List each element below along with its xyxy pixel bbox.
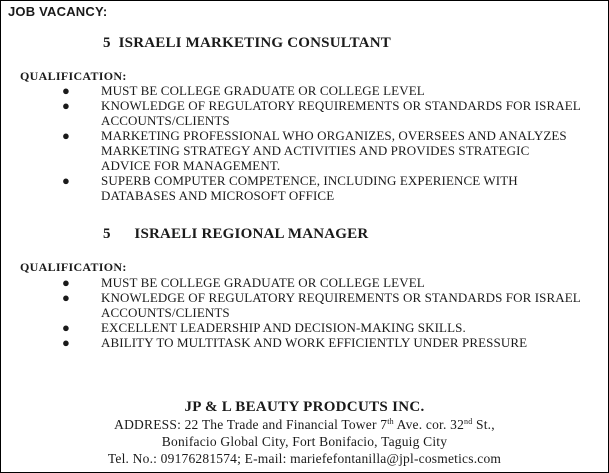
list-item [0, 335, 581, 350]
qualification-text: KNOWLEDGE OF REGULATORY REQUIREMENTS OR STANDARDS FOR ISRAEL ACCOUNTS/CLIENTS [101, 98, 581, 128]
address-part: St., [472, 417, 495, 432]
job-name: ISRAELI MARKETING CONSULTANT [118, 35, 391, 51]
contact-line: Tel. No.: 09176281574; E-mail: mariefefontanilla@jpl-cosmetics.com [107, 451, 502, 466]
qualification-text: MUST BE COLLEGE GRADUATE OR COLLEGE LEVEL [101, 83, 425, 98]
address-line-1 [0, 417, 609, 433]
qualification-text: EXCELLENT LEADERSHIP AND DECISION-MAKING SKILLS. [101, 320, 466, 335]
job-count: 5 [103, 226, 111, 242]
list-item [0, 128, 581, 173]
bullet-icon: ● [62, 320, 70, 335]
qualification-text: SUPERB COMPUTER COMPETENCE, INCLUDING EXPERIENCE WITH DATABASES AND MICROSOFT OFFICE [101, 173, 518, 203]
job-vacancy-header: JOB VACANCY: [8, 4, 108, 19]
job-title-regional-manager [103, 226, 368, 243]
qualification-text: KNOWLEDGE OF REGULATORY REQUIREMENTS OR STANDARDS FOR ISRAEL ACCOUNTS/CLIENTS [101, 290, 581, 320]
list-item [0, 290, 581, 320]
list-item [0, 83, 581, 98]
job-name: ISRAELI REGIONAL MANAGER [134, 226, 369, 242]
bullet-icon: ● [62, 128, 70, 143]
superscript: nd [464, 417, 473, 426]
bullet-icon: ● [62, 275, 70, 290]
bullet-icon: ● [62, 98, 70, 113]
list-item [0, 98, 581, 128]
qualification-list [0, 275, 581, 350]
bullet-icon: ● [62, 290, 70, 305]
qualification-text: MARKETING PROFESSIONAL WHO ORGANIZES, OVERSEES AND ANALYZES MARKETING STRATEGY AND ACTIVITIES AND PROVIDES STRATEGIC ADVICE FOR MANAGEMENT. [101, 128, 567, 173]
list-item [0, 320, 581, 335]
superscript: th [387, 417, 394, 426]
qualification-label: QUALIFICATION: [20, 260, 127, 274]
address-line-2: Bonifacio Global City, Fort Bonifacio, Taguig City [161, 434, 448, 449]
qualification-list [0, 83, 581, 203]
job-count: 5 [103, 35, 111, 51]
company-name: JP & L BEAUTY PRODCUTS INC. [184, 399, 425, 415]
job-title-marketing-consultant [103, 35, 391, 52]
bullet-icon: ● [62, 335, 70, 350]
qualification-label: QUALIFICATION: [20, 69, 127, 83]
bullet-icon: ● [62, 173, 70, 188]
address-part: ADDRESS: 22 The Trade and Financial Tower 7 [114, 417, 388, 432]
list-item [0, 173, 581, 203]
address-part: Ave. cor. 32 [393, 417, 465, 432]
list-item [0, 275, 581, 290]
qualification-text: ABILITY TO MULTITASK AND WORK EFFICIENTLY UNDER PRESSURE [101, 335, 528, 350]
bullet-icon: ● [62, 83, 70, 98]
qualification-text: MUST BE COLLEGE GRADUATE OR COLLEGE LEVEL [101, 275, 425, 290]
